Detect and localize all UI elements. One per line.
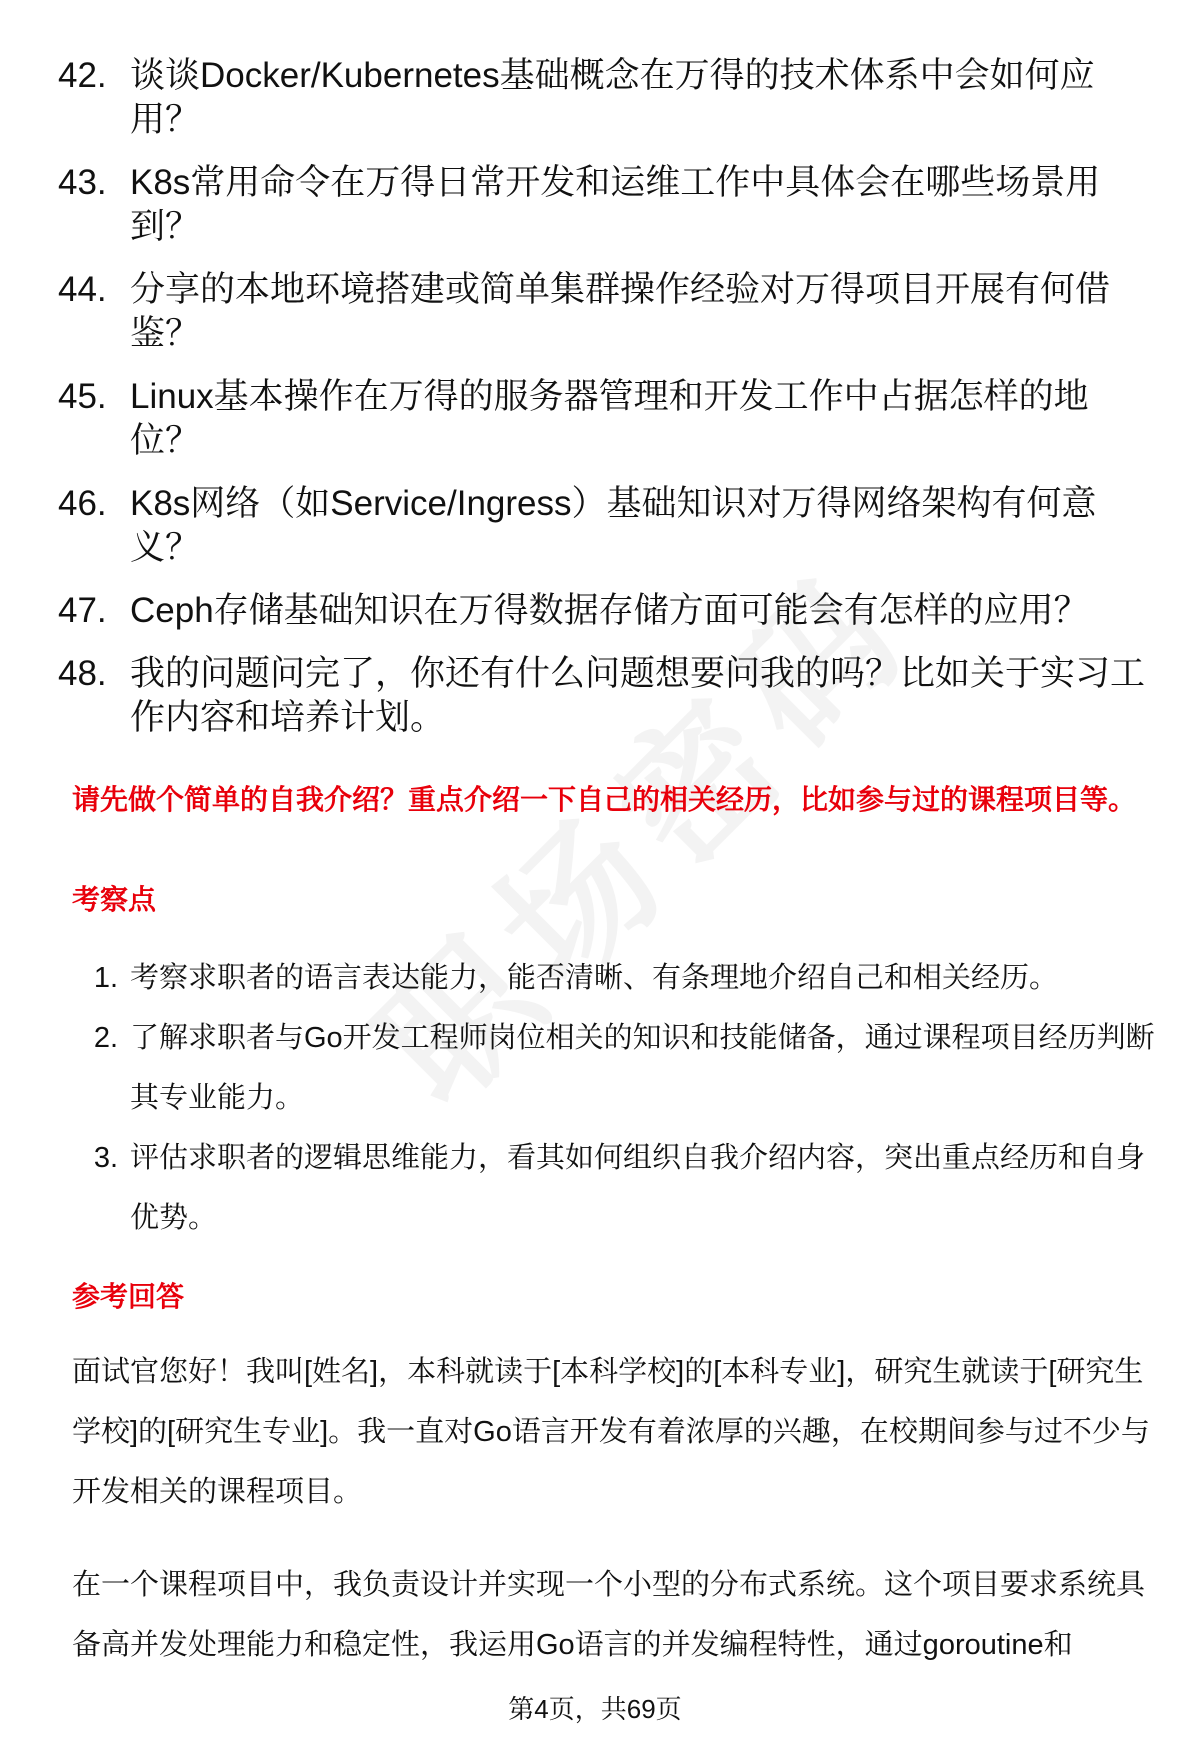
question-text: Linux基本操作在万得的服务器管理和开发工作中占据怎样的地位？ bbox=[130, 377, 1089, 460]
question-text: 分享的本地环境搭建或简单集群操作经验对万得项目开展有何借鉴？ bbox=[130, 270, 1111, 353]
answer-title: 参考回答 bbox=[72, 1281, 185, 1312]
question-list bbox=[58, 54, 1158, 759]
point-item bbox=[72, 948, 1162, 1008]
point-number: 3. bbox=[93, 1142, 118, 1174]
question-number: 48. bbox=[58, 654, 107, 693]
points-list bbox=[72, 948, 1162, 1248]
page-footer: 第4页，共69页 bbox=[508, 1694, 682, 1724]
question-number: 45. bbox=[58, 377, 107, 416]
point-text: 了解求职者与Go开发工程师岗位相关的知识和技能储备，通过课程项目经历判断其专业能力。 bbox=[130, 1022, 1155, 1114]
question-item bbox=[58, 482, 1158, 570]
question-item bbox=[58, 161, 1158, 249]
question-text: K8s网络（如Service/Ingress）基础知识对万得网络架构有何意义？ bbox=[130, 484, 1097, 567]
question-item bbox=[58, 268, 1158, 356]
question-text: K8s常用命令在万得日常开发和运维工作中具体会在哪些场景用到？ bbox=[130, 163, 1101, 246]
question-text: Ceph存储基础知识在万得数据存储方面可能会有怎样的应用？ bbox=[130, 591, 1089, 630]
point-number: 1. bbox=[93, 962, 118, 994]
point-text: 考察求职者的语言表达能力，能否清晰、有条理地介绍自己和相关经历。 bbox=[130, 962, 1059, 994]
question-item bbox=[58, 54, 1158, 142]
point-number: 2. bbox=[93, 1022, 118, 1054]
question-item bbox=[58, 375, 1158, 463]
question-number: 44. bbox=[58, 270, 107, 309]
point-text: 评估求职者的逻辑思维能力，看其如何组织自我介绍内容，突出重点经历和自身优势。 bbox=[130, 1142, 1146, 1234]
answer-paragraph: 面试官您好！我叫[姓名]，本科就读于[本科学校]的[本科专业]，研究生就读于[研究生学校]的[研究生专业]。我一直对Go语言开发有着浓厚的兴趣，在校期间参与过不少与开发相关的课程项目。 bbox=[72, 1356, 1150, 1508]
question-number: 42. bbox=[58, 56, 107, 95]
point-item bbox=[72, 1128, 1162, 1248]
question-item bbox=[58, 652, 1158, 740]
points-title: 考察点 bbox=[72, 884, 157, 915]
question-number: 46. bbox=[58, 484, 107, 523]
question-text: 谈谈Docker/Kubernetes基础概念在万得的技术体系中会如何应用？ bbox=[130, 56, 1095, 139]
question-text: 我的问题问完了，你还有什么问题想要问我的吗？比如关于实习工作内容和培养计划。 bbox=[130, 654, 1146, 737]
interview-question-heading: 请先做个简单的自我介绍？重点介绍一下自己的相关经历，比如参与过的课程项目等。 bbox=[72, 784, 1137, 815]
question-number: 43. bbox=[58, 163, 107, 202]
question-item bbox=[58, 589, 1158, 633]
question-number: 47. bbox=[58, 591, 107, 630]
point-item bbox=[72, 1008, 1162, 1128]
answer-paragraph: 在一个课程项目中，我负责设计并实现一个小型的分布式系统。这个项目要求系统具备高并发处理能力和稳定性，我运用Go语言的并发编程特性，通过goroutine和 bbox=[72, 1569, 1146, 1661]
